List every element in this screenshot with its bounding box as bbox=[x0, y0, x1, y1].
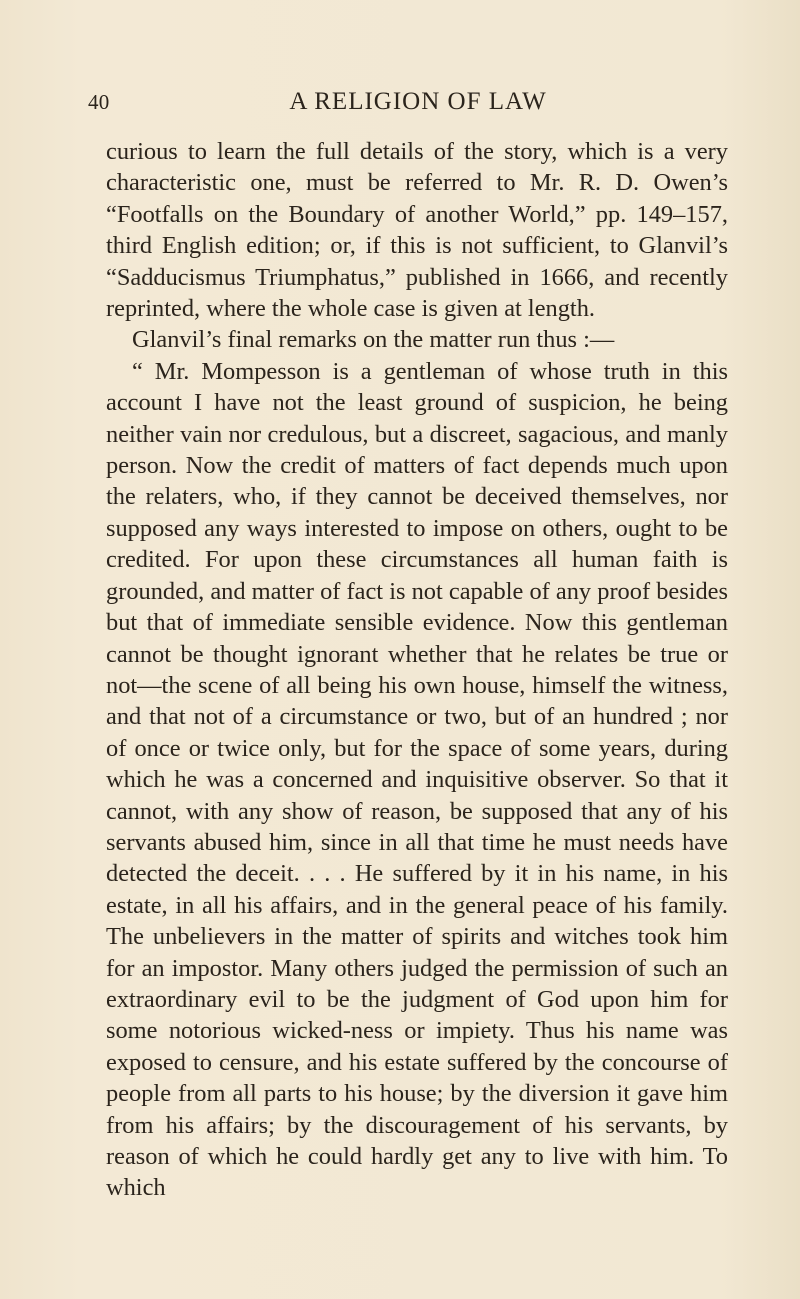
paragraph-3: “ Mr. Mompesson is a gentleman of whose truth in this account I have not the least ground of suspicion, he being neither vain nor credulous, but a discreet, sagacious, and manly person. Now the credit of matters of fact depends much upon the relaters, who, if they cannot be deceived themselves, nor supposed any ways interested to impose on others, ought to be credited. For upon these circumstances all human faith is grounded, and matter of fact is not capable of any proof besides but that of immediate sensible evidence. Now this gentleman cannot be thought ignorant whether that he relates be true or not—the scene of all being his own house, himself the witness, and that not of a circumstance or two, but of an hundred ; nor of once or twice only, but for the space of some years, during which he was a concerned and inquisitive observer. So that it cannot, with any show of reason, be supposed that any of his servants abused him, since in all that time he must needs have detected the deceit. . . . He suffered by it in his name, in his estate, in all his affairs, and in the general peace of his family. The unbelievers in the matter of spirits and witches took him for an impostor. Many others judged the permission of such an extraordinary evil to be the judgment of God upon him for some notorious wicked-ness or impiety. Thus his name was exposed to censure, and his estate suffered by the concourse of people from all parts to his house; by the diversion it gave him from his affairs; by the discouragement of his servants, by reason of which he could hardly get any to live with him. To which bbox=[106, 357, 728, 1202]
page-header bbox=[88, 82, 748, 122]
paragraph-2: Glanvil’s final remarks on the matter run thus :— bbox=[132, 326, 615, 354]
page-number: 40 bbox=[88, 90, 110, 114]
body-text bbox=[106, 136, 728, 1204]
paragraph-1: curious to learn the full details of the story, which is a very characteristic one, must be referred to Mr. R. D. Owen’s “Footfalls on the Boundary of another World,” pp. 149–157, third English edition; or, if this is not sufficient, to Glanvil’s “Sadducismus Triumphatus,” published in 1666, and recently reprinted, where the whole case is given at length. bbox=[106, 138, 728, 323]
running-title: A RELIGION OF LAW bbox=[289, 88, 547, 115]
